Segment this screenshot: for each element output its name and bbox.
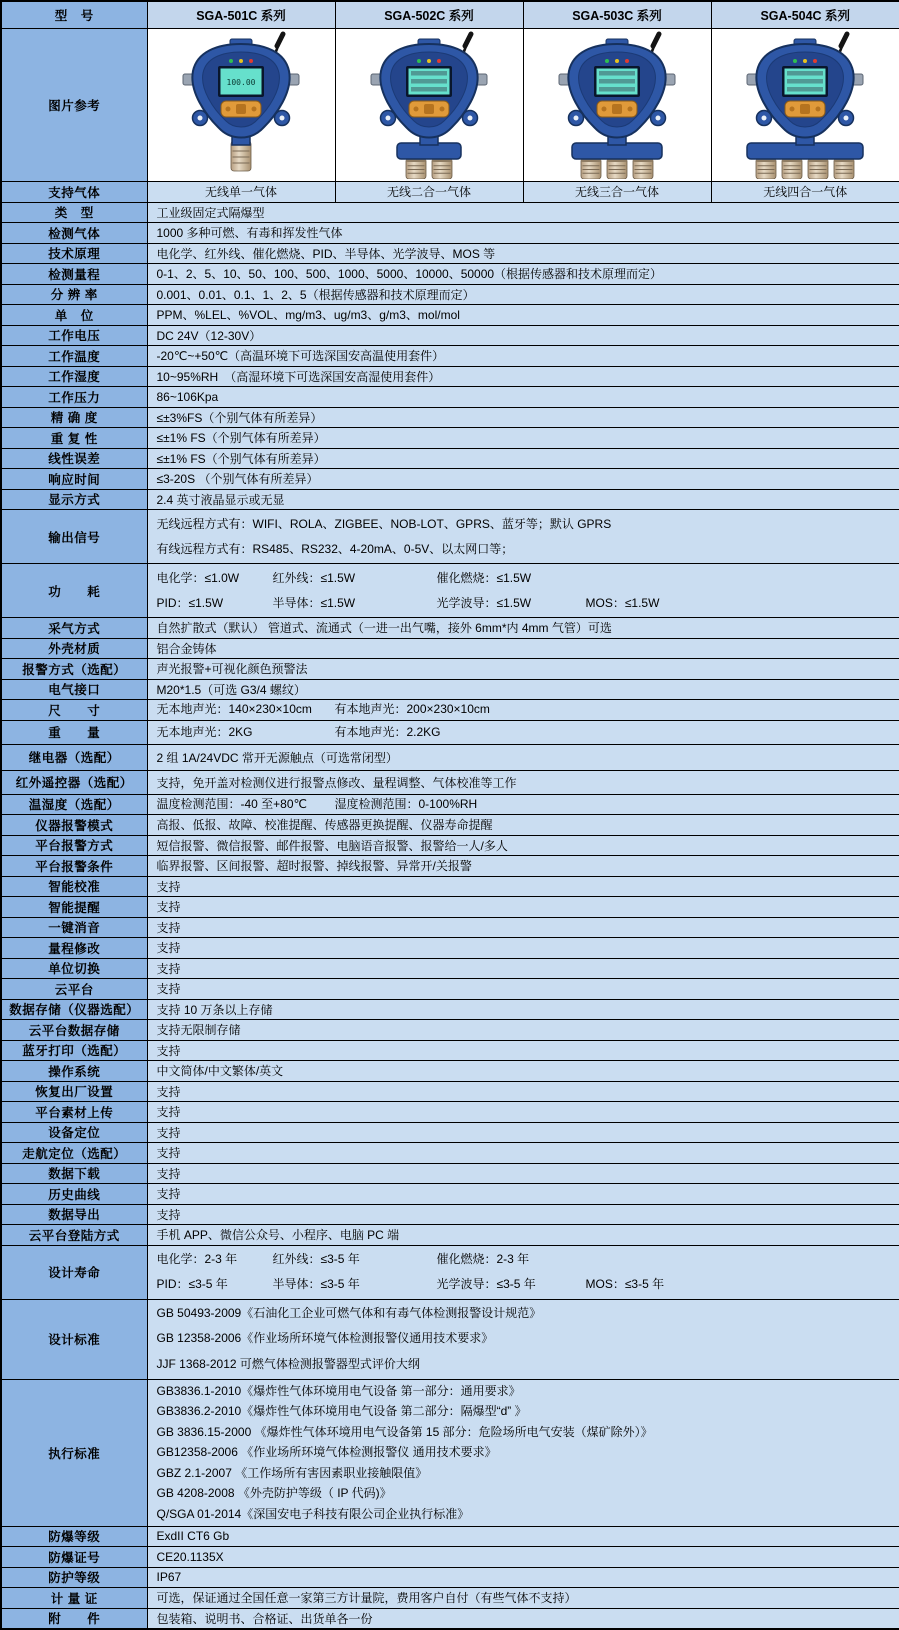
row-line: [157, 566, 896, 591]
row-line: 有线远程方式有：RS485、RS232、4-20mA、0-5V、以太网口等；: [156, 541, 514, 556]
row-value: [147, 1299, 899, 1379]
spec-row: [1, 489, 899, 510]
row-text: 自然扩散式（默认） 管道式、流通式（一进一出气嘴，接外 6mm*内 4mm 气管）可选: [156, 621, 612, 636]
spec-row: [1, 1122, 899, 1143]
row-line: 无线远程方式有：WIFI、ROLA、ZIGBEE、NOB-LOT、GPRS、蓝牙等；默认 GPRS: [156, 516, 612, 531]
spec-row: [1, 1102, 899, 1123]
row-label: 工作温度: [1, 346, 147, 367]
row-value: [147, 1608, 899, 1629]
row-line: [157, 591, 896, 616]
row-value: [147, 815, 899, 836]
row-label: 响应时间: [1, 469, 147, 490]
spec-row: [1, 346, 899, 367]
gas-row-label: 支持气体: [1, 181, 147, 202]
row-value: [147, 1020, 899, 1041]
row-label: 防爆等级: [1, 1526, 147, 1547]
spec-row: [1, 618, 899, 639]
row-text: M20*1.5（可选 G3/4 螺纹）: [156, 682, 306, 697]
row-segment: PID：≤3-5 年: [156, 1277, 228, 1291]
row-value: [147, 510, 899, 564]
row-label: 执行标准: [1, 1379, 147, 1526]
row-text: 10~95%RH （高湿环境下可选深国安高湿使用套件）: [156, 369, 441, 384]
spec-row: [1, 720, 899, 744]
row-text: 0-1、2、5、10、50、100、500、1000、5000、10000、50000（根据传感器和技术原理而定）: [156, 267, 663, 282]
row-value: [147, 938, 899, 959]
row-text: DC 24V（12-30V）: [156, 328, 262, 343]
spec-row: [1, 1143, 899, 1164]
row-value: [147, 1225, 899, 1246]
spec-row: [1, 264, 899, 285]
row-value: [147, 448, 899, 469]
spec-row: [1, 1526, 899, 1547]
spec-row: [1, 1204, 899, 1225]
row-value: [147, 876, 899, 897]
series-header-sga-502c: SGA-502C 系列: [335, 1, 523, 28]
row-value: [147, 564, 899, 618]
row-label: 输出信号: [1, 510, 147, 564]
row-text: 电化学、红外线、催化燃烧、PID、半导体、光学波导、MOS 等: [156, 246, 496, 261]
row-line: [157, 701, 896, 718]
row-value: [147, 770, 899, 794]
image-row-label: 图片参考: [1, 28, 147, 181]
row-value: [147, 223, 899, 244]
row-text: 支持: [156, 1105, 181, 1120]
row-text: ≤±1% FS（个别气体有所差异）: [156, 451, 326, 466]
device-image-sga-501c: [156, 31, 326, 179]
image-row: [1, 28, 899, 181]
row-value: [147, 835, 899, 856]
row-text: IP67: [156, 1570, 182, 1585]
row-value: [147, 1102, 899, 1123]
spec-row: [1, 856, 899, 877]
row-value: [147, 958, 899, 979]
row-text: ≤±3%FS（个别气体有所差异）: [156, 410, 323, 425]
row-line: GB3836.2-2010《爆炸性气体环境用电气设备 第二部分：隔爆型“d” 》: [156, 1404, 527, 1419]
row-value: [147, 1567, 899, 1588]
row-text: 支持: [156, 1146, 181, 1161]
row-value: [147, 1245, 899, 1299]
row-value: [147, 700, 899, 721]
row-segment: 电化学：2-3 年: [156, 1252, 238, 1266]
row-segment: 湿度检测范围：0-100%RH: [334, 796, 478, 811]
row-label: 走航定位（选配）: [1, 1143, 147, 1164]
row-segment: 催化燃烧：2-3 年: [436, 1252, 530, 1266]
row-text: ≤±1% FS（个别气体有所差异）: [156, 431, 326, 446]
series-header-sga-501c: SGA-501C 系列: [147, 1, 335, 28]
row-label: 计 量 证: [1, 1588, 147, 1609]
row-text: 工业级固定式隔爆型: [156, 205, 265, 220]
row-value: [147, 638, 899, 659]
row-label: 智能校准: [1, 876, 147, 897]
row-label: 一键消音: [1, 917, 147, 938]
row-line: [157, 796, 896, 813]
spec-row: [1, 700, 899, 721]
spec-row: [1, 1547, 899, 1568]
row-text: 声光报警+可视化颜色预警法: [156, 662, 308, 677]
row-value: [147, 469, 899, 490]
spec-row: [1, 770, 899, 794]
spec-row: [1, 744, 899, 770]
spec-row: [1, 1608, 899, 1629]
row-text: 支持: [156, 1125, 181, 1140]
row-label: 类 型: [1, 202, 147, 223]
row-text: 0.001、0.01、0.1、1、2、5（根据传感器和技术原理而定）: [156, 287, 475, 302]
row-value: [147, 264, 899, 285]
row-value: [147, 284, 899, 305]
row-value: [147, 305, 899, 326]
row-label: 外壳材质: [1, 638, 147, 659]
row-label: 工作压力: [1, 387, 147, 408]
row-text: 2.4 英寸液晶显示或无显: [156, 492, 285, 507]
row-segment: PID：≤1.5W: [156, 595, 224, 610]
row-value: [147, 1526, 899, 1547]
spec-row: [1, 1081, 899, 1102]
row-value: [147, 325, 899, 346]
row-value: [147, 1143, 899, 1164]
row-label: 红外遥控器（选配）: [1, 770, 147, 794]
spec-row: [1, 815, 899, 836]
row-segment: 光学波导：≤3-5 年: [436, 1277, 536, 1291]
row-label: 防护等级: [1, 1567, 147, 1588]
row-value: [147, 1040, 899, 1061]
device-image-cell: [335, 28, 523, 181]
row-label: 继电器（选配）: [1, 744, 147, 770]
row-segment: MOS：≤3-5 年: [585, 1277, 665, 1291]
row-value: [147, 999, 899, 1020]
row-label: 平台素材上传: [1, 1102, 147, 1123]
gas-cell: 无线二合一气体: [335, 181, 523, 202]
spec-row: [1, 564, 899, 618]
spec-row: [1, 407, 899, 428]
spec-row: [1, 897, 899, 918]
row-value: [147, 856, 899, 877]
row-text: 可选，保证通过全国任意一家第三方计量院，费用客户自付（有些气体不支持）: [156, 1591, 577, 1606]
row-label: 量程修改: [1, 938, 147, 959]
row-text: 支持无限制存储: [156, 1023, 241, 1038]
row-text: 支持: [156, 1207, 181, 1222]
row-line: GB 50493-2009《石油化工企业可燃气体和有毒气体检测报警设计规范》: [156, 1306, 542, 1320]
row-label: 重 量: [1, 720, 147, 744]
row-value: [147, 679, 899, 700]
row-label: 尺 寸: [1, 700, 147, 721]
row-value: [147, 387, 899, 408]
spec-row: [1, 428, 899, 449]
row-text: PPM、%LEL、%VOL、mg/m3、ug/m3、g/m3、mol/mol: [156, 308, 460, 323]
row-text: CE20.1135X: [156, 1549, 224, 1564]
row-text: 支持: [156, 941, 181, 956]
row-text: 86~106Kpa: [156, 389, 219, 404]
row-label: 蓝牙打印（选配）: [1, 1040, 147, 1061]
spec-row: [1, 835, 899, 856]
spec-row: [1, 1061, 899, 1082]
row-segment: 电化学：≤1.0W: [156, 570, 240, 585]
row-text: 支持: [156, 1166, 181, 1181]
row-label: 技术原理: [1, 243, 147, 264]
row-segment: MOS：≤1.5W: [585, 595, 660, 610]
device-image-sga-503c: [532, 31, 702, 179]
spec-row: [1, 284, 899, 305]
row-line: [157, 1272, 896, 1297]
row-value: [147, 659, 899, 680]
spec-row: [1, 510, 899, 564]
device-image-cell: [523, 28, 711, 181]
row-label: 数据下载: [1, 1163, 147, 1184]
spec-row: [1, 679, 899, 700]
spec-row: [1, 938, 899, 959]
row-label: 分 辨 率: [1, 284, 147, 305]
row-text: 支持: [156, 920, 181, 935]
row-segment: 温度检测范围：-40 至+80℃: [156, 796, 308, 811]
row-text: 铝合金铸体: [156, 641, 217, 656]
row-text: 包装箱、说明书、合格证、出货单各一份: [156, 1611, 373, 1626]
spec-row: [1, 223, 899, 244]
row-value: [147, 979, 899, 1000]
row-label: 采气方式: [1, 618, 147, 639]
row-label: 智能提醒: [1, 897, 147, 918]
row-label: 显示方式: [1, 489, 147, 510]
spec-row: [1, 979, 899, 1000]
row-label: 云平台登陆方式: [1, 1225, 147, 1246]
gas-cell: 无线四合一气体: [711, 181, 899, 202]
spec-row: [1, 1379, 899, 1526]
row-value: [147, 1547, 899, 1568]
row-text: 中文简体/中文繁体/英文: [156, 1064, 284, 1079]
row-text: 高报、低报、故障、校准提醒、传感器更换提醒、仪器寿命提醒: [156, 818, 493, 833]
model-header-cell: 型 号: [1, 1, 147, 28]
row-text: 支持: [156, 1043, 181, 1058]
row-text: 支持，免开盖对检测仪进行报警点修改、量程调整、气体校准等工作: [156, 775, 517, 790]
row-value: [147, 720, 899, 744]
row-label: 工作电压: [1, 325, 147, 346]
row-text: 支持: [156, 879, 181, 894]
row-text: 支持: [156, 1187, 181, 1202]
row-segment: 红外线：≤3-5 年: [272, 1252, 360, 1266]
row-segment: 无本地声光：2KG: [156, 725, 253, 739]
spec-row: [1, 243, 899, 264]
row-label: 检测量程: [1, 264, 147, 285]
gas-cell: 无线单一气体: [147, 181, 335, 202]
row-value: [147, 366, 899, 387]
spec-row: [1, 202, 899, 223]
spec-row: [1, 387, 899, 408]
row-line: GB3836.1-2010《爆炸性气体环境用电气设备 第一部分：通用要求》: [156, 1384, 521, 1399]
svg-text:100.00: 100.00: [226, 77, 256, 87]
spec-row: [1, 366, 899, 387]
device-image-cell: [711, 28, 899, 181]
row-text: 1000 多种可燃、有毒和挥发性气体: [156, 226, 343, 241]
row-label: 报警方式（选配）: [1, 659, 147, 680]
device-image-cell: [147, 28, 335, 181]
row-line: GB 12358-2006《作业场所环境气体检测报警仪通用技术要求》: [156, 1331, 494, 1346]
row-text: ≤3-20S （个别气体有所差异）: [156, 472, 319, 487]
row-line: [157, 722, 896, 742]
spec-row: [1, 305, 899, 326]
spec-row: [1, 1184, 899, 1205]
row-label: 单位切换: [1, 958, 147, 979]
row-text: 支持: [156, 900, 181, 915]
spec-row: [1, 1299, 899, 1379]
row-segment: 半导体：≤1.5W: [272, 595, 356, 610]
row-value: [147, 618, 899, 639]
row-segment: 光学波导：≤1.5W: [436, 595, 532, 610]
row-line: GB 3836.15-2000 《爆炸性气体环境用电气设备第 15 部分：危险场所电气安装（煤矿除外）》: [156, 1424, 653, 1439]
row-value: [147, 428, 899, 449]
row-segment: 无本地声光：140×230×10cm: [156, 702, 312, 717]
row-value: [147, 917, 899, 938]
row-value: [147, 1184, 899, 1205]
row-label: 附 件: [1, 1608, 147, 1629]
spec-row: [1, 794, 899, 815]
row-label: 平台报警方式: [1, 835, 147, 856]
row-text: 手机 APP、微信公众号、小程序、电脑 PC 端: [156, 1228, 400, 1243]
row-line: [157, 1247, 896, 1272]
spec-row: [1, 1225, 899, 1246]
spec-row: [1, 917, 899, 938]
row-value: [147, 794, 899, 815]
row-line: GB 4208-2008 《外壳防护等级（ IP 代码)》: [156, 1486, 392, 1501]
device-image-sga-502c: [344, 31, 514, 179]
row-value: [147, 1588, 899, 1609]
row-label: 工作湿度: [1, 366, 147, 387]
row-label: 平台报警条件: [1, 856, 147, 877]
spec-row: [1, 448, 899, 469]
row-value: [147, 1204, 899, 1225]
row-value: [147, 1379, 899, 1526]
device-image-sga-504c: [720, 31, 890, 179]
row-text: -20℃~+50℃（高温环境下可选深国安高温使用套件）: [156, 349, 445, 364]
row-label: 精 确 度: [1, 407, 147, 428]
row-text: 支持: [156, 982, 181, 997]
row-segment: 有本地声光：200×230×10cm: [334, 702, 490, 717]
row-value: [147, 1061, 899, 1082]
row-text: 2 组 1A/24VDC 常开无源触点（可选常闭型）: [156, 750, 398, 765]
row-label: 操作系统: [1, 1061, 147, 1082]
gas-cell: 无线三合一气体: [523, 181, 711, 202]
row-label: 单 位: [1, 305, 147, 326]
row-text: 支持 10 万条以上存储: [156, 1002, 273, 1017]
row-label: 数据导出: [1, 1204, 147, 1225]
row-value: [147, 1163, 899, 1184]
row-value: [147, 1081, 899, 1102]
spec-row: [1, 1245, 899, 1299]
row-value: [147, 897, 899, 918]
row-value: [147, 407, 899, 428]
spec-row: [1, 999, 899, 1020]
row-label: 防爆证号: [1, 1547, 147, 1568]
row-label: 历史曲线: [1, 1184, 147, 1205]
row-label: 重 复 性: [1, 428, 147, 449]
row-value: [147, 346, 899, 367]
spec-row: [1, 659, 899, 680]
row-value: [147, 243, 899, 264]
row-segment: 催化燃烧：≤1.5W: [436, 570, 532, 585]
series-header-sga-503c: SGA-503C 系列: [523, 1, 711, 28]
spec-row: [1, 638, 899, 659]
spec-row: [1, 469, 899, 490]
row-line: Q/SGA 01-2014《深国安电子科技有限公司企业执行标准》: [156, 1506, 470, 1521]
row-label: 云平台数据存储: [1, 1020, 147, 1041]
row-label: 设计标准: [1, 1299, 147, 1379]
spec-row: [1, 1020, 899, 1041]
row-label: 电气接口: [1, 679, 147, 700]
row-segment: 红外线：≤1.5W: [272, 570, 356, 585]
row-value: [147, 1122, 899, 1143]
row-line: JJF 1368-2012 可燃气体检测报警器型式评价大纲: [156, 1356, 420, 1371]
spec-row: [1, 876, 899, 897]
header-row: [1, 1, 899, 28]
spec-row: [1, 325, 899, 346]
row-label: 设计寿命: [1, 1245, 147, 1299]
row-line: GB12358-2006 《作业场所环境气体检测报警仪 通用技术要求》: [156, 1445, 497, 1460]
row-line: GBZ 2.1-2007 《工作场所有害因素职业接触限值》: [156, 1465, 428, 1480]
row-label: 功 耗: [1, 564, 147, 618]
row-text: ExdII CT6 Gb: [156, 1529, 230, 1544]
row-value: [147, 489, 899, 510]
row-label: 温湿度（选配）: [1, 794, 147, 815]
spec-row: [1, 1567, 899, 1588]
row-segment: 半导体：≤3-5 年: [272, 1277, 360, 1291]
spec-row: [1, 1040, 899, 1061]
series-header-sga-504c: SGA-504C 系列: [711, 1, 899, 28]
row-text: 短信报警、微信报警、邮件报警、电脑语音报警、报警给一人/多人: [156, 838, 508, 853]
row-label: 仪器报警模式: [1, 815, 147, 836]
row-label: 数据存储（仪器选配）: [1, 999, 147, 1020]
row-text: 临界报警、区间报警、超时报警、掉线报警、异常开/关报警: [156, 859, 472, 874]
row-text: 支持: [156, 961, 181, 976]
row-value: [147, 744, 899, 770]
spec-row: [1, 958, 899, 979]
row-segment: 有本地声光：2.2KG: [334, 725, 441, 739]
row-label: 线性误差: [1, 448, 147, 469]
row-text: 支持: [156, 1084, 181, 1099]
row-label: 设备定位: [1, 1122, 147, 1143]
gas-row: [1, 181, 899, 202]
row-label: 恢复出厂设置: [1, 1081, 147, 1102]
spec-row: [1, 1163, 899, 1184]
spec-row: [1, 1588, 899, 1609]
row-label: 云平台: [1, 979, 147, 1000]
row-value: [147, 202, 899, 223]
row-label: 检测气体: [1, 223, 147, 244]
